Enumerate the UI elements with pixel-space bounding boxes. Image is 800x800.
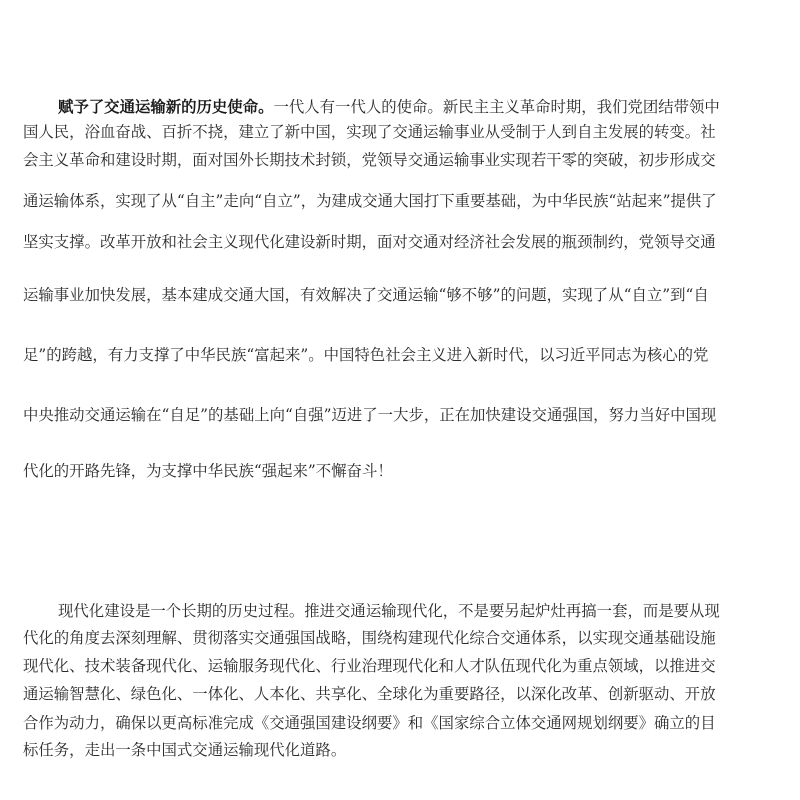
paragraph-1-line: 通运输体系，实现了从“自主”走向“自立”，为建成交通大国打下重要基础，为中华民族“站起来”提供了: [23, 192, 717, 210]
paragraph-2-line: 现代化、技术装备现代化、运输服务现代化、行业治理现代化和人才队伍现代化为重点领域，以推进交: [23, 657, 716, 675]
paragraph-1-line: 坚实支撑。改革开放和社会主义现代化建设新时期，面对交通对经济社会发展的瓶颈制约，党领导交通: [23, 233, 716, 251]
paragraph-2-line: 现代化建设是一个长期的历史过程。推进交通运输现代化，不是要另起炉灶再搞一套，而是要从现: [58, 602, 720, 620]
paragraph-2-line: 标任务，走出一条中国式交通运输现代化道路。: [23, 741, 347, 759]
paragraph-1-line: 足”的跨越，有力支撑了中华民族“富起来”。中国特色社会主义进入新时代，以习近平同志为核心的党: [23, 346, 709, 364]
paragraph-1-first-line-text: 一代人有一代人的使命。新民主主义革命时期，我们党团结带领中: [273, 98, 720, 116]
paragraph-1-line: 代化的开路先锋，为支撑中华民族“强起来”不懈奋斗！: [23, 462, 393, 480]
paragraph-1-line: 运输事业加快发展，基本建成交通大国，有效解决了交通运输“够不够”的问题，实现了从“自立”到“自: [23, 286, 709, 304]
paragraph-1-heading: 赋予了交通运输新的历史使命。: [58, 98, 274, 116]
paragraph-1-line: 会主义革命和建设时期，面对国外长期技术封锁，党领导交通运输事业实现若干零的突破，初步形成交: [23, 151, 716, 169]
paragraph-2-line: 合作为动力，确保以更高标准完成《交通强国建设纲要》和《国家综合立体交通网规划纲要》确立的目: [23, 714, 716, 732]
paragraph-1-line: 中央推动交通运输在“自足”的基础上向“自强”迈进了一大步，正在加快建设交通强国，努力当好中国现: [23, 406, 717, 424]
paragraph-2-line: 通运输智慧化、绿色化、一体化、人本化、共享化、全球化为重要路径，以深化改革、创新驱动、开放: [23, 685, 716, 703]
paragraph-1-line: 国人民，浴血奋战、百折不挠，建立了新中国，实现了交通运输事业从受制于人到自主发展的转变。社: [23, 123, 716, 141]
paragraph-2-line: 代化的角度去深刻理解、贯彻落实交通强国战略，围绕构建现代化综合交通体系，以实现交通基础设施: [23, 629, 716, 647]
